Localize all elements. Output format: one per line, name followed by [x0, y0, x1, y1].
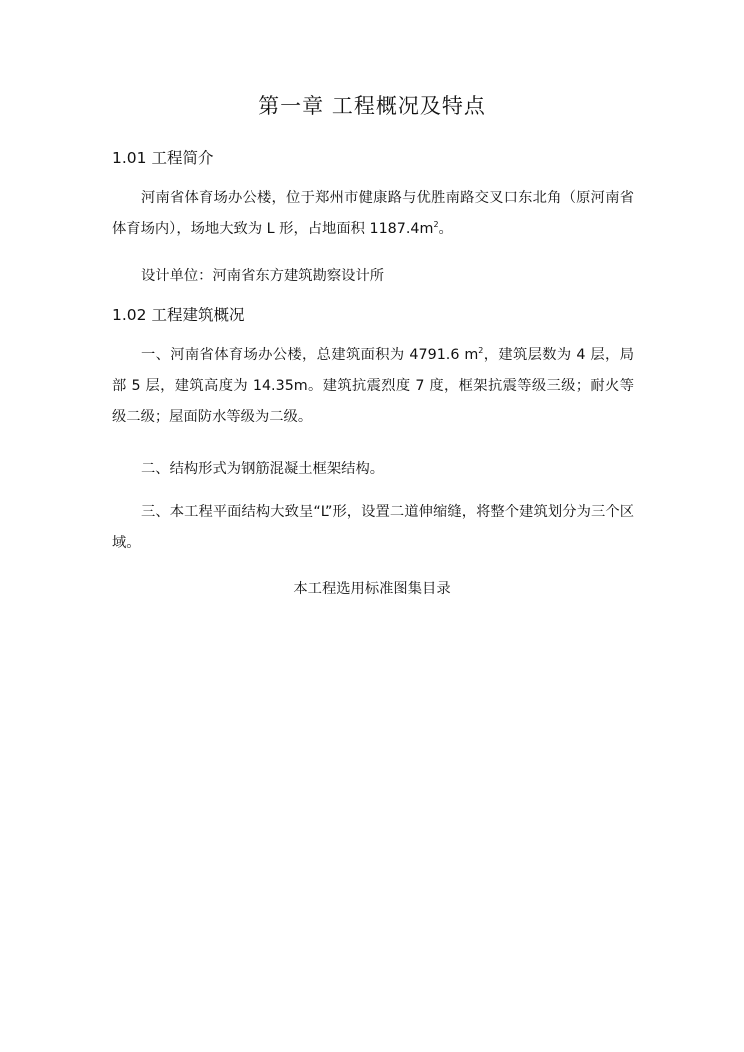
paragraph-text-end: ，建筑层数为 4 层，局部 5 层，建筑高度为 14.35m。建筑抗震烈度 7 度，框架抗震等级三级；耐火等级二级；屋面防水等级为二级。	[112, 347, 634, 425]
superscript: 2	[433, 220, 439, 229]
section-heading-1-01: 1.01 工程简介	[112, 149, 214, 167]
paragraph-plan-layout: 三、本工程平面结构大致呈“L”形，设置二道伸缩缝，将整个建筑划分为三个区域。	[112, 504, 634, 551]
paragraph-design-unit: 设计单位：河南省东方建筑勘察设计所	[141, 268, 385, 284]
paragraph-structure-type: 二、结构形式为钢筋混凝土框架结构。	[141, 461, 385, 477]
paragraph-building-overview	[112, 340, 634, 433]
standard-atlas-caption: 本工程选用标准图集目录	[293, 581, 451, 597]
paragraph-text: 一、河南省体育场办公楼，总建筑面积为 4791.6 m	[141, 347, 479, 363]
chapter-title: 第一章 工程概况及特点	[258, 94, 486, 118]
paragraph-text: 河南省体育场办公楼，位于郑州市健康路与优胜南路交叉口东北角（原河南省体育场内），场地大致为 L 形，占地面积 1187.4m	[112, 190, 634, 237]
superscript: 2	[478, 346, 484, 355]
paragraph-text-end: 。	[438, 221, 453, 237]
paragraph-project-intro	[112, 183, 634, 245]
section-heading-1-02: 1.02 工程建筑概况	[112, 306, 245, 324]
